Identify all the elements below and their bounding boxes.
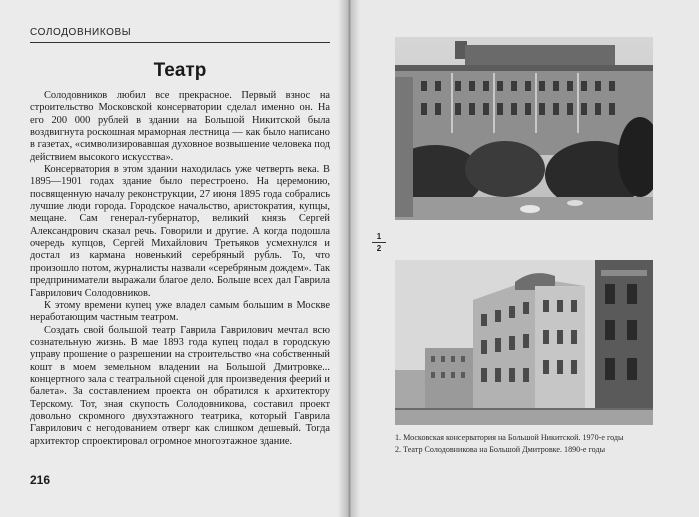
caption-2: 2. Театр Солодовникова на Большой Дмитровке. 1890-е годы (395, 445, 606, 454)
figure-marker (372, 232, 386, 253)
paragraph: Солодовников любил все прекрасное. Первый взнос на строительство Московской консерватории сделал именно он. На его 200 000 рублей в здании на Большой Никитской была воздвигнута роскошная мраморная лестница — как было написано в газетах, «символизировавшая духовное возвышение человека под действием высокого искусства». (30, 90, 330, 163)
caption-1: 1. Московская консерватория на Большой Никитской. 1970-е годы (395, 433, 624, 442)
paragraph: К этому времени купец уже владел самым большим в Москве неработающим частным театром. (30, 299, 330, 324)
paragraph: Консерватория в этом здании находилась уже четверть века. В 1895—1901 годах здание было перестроено. На церемонию, посвященную началу реконструкции, 27 июня 1895 года собрались лучшие люди города. Городское начальство, аристократия, купцы, мещане. Сам генерал-губернатор, великий князь Сергей Александрович сказал речь. Говорили и другие. А когда подошла очередь купцов, Сергей Михайлович Третьяков усмехнулся и достал из кармана новенький серебряный рубль. То, что произошло потом, журналисты назвали «серебряным дождем». Так предприниматели выражали благое дело. Больше всех дал Гаврила Гаврилович Солодовников. (30, 164, 330, 299)
page-number: 216 (30, 473, 51, 487)
marker-bottom: 2 (376, 244, 382, 253)
photo-captions (395, 432, 653, 456)
theatre-photo (395, 260, 653, 425)
marker-rule (372, 242, 386, 243)
chapter-title: Театр (153, 60, 207, 81)
body-text (30, 90, 330, 448)
conservatory-photo (395, 37, 653, 220)
marker-top: 1 (376, 232, 382, 241)
paragraph: Создать свой большой театр Гаврила Гаврилович мечтал всю сознательную жизнь. В мае 1893 года купец подал в городскую управу прошение о разрешении на строительство «на собственный кошт в моем земельном владении на Большой Дмитровке... концертного зала с театральной сценой для произведения феерий и балета». За составлением проекта он обратился к архитектору Терскому. Тот, зная скупость Солодовникова, составил проект довольно скромного двухэтажного театрика, который Гаврила Гаврилович с негодованием отверг как слишком дешевый. Тогда архитектор спроектировал огромное многоэтажное здание. (30, 324, 330, 447)
running-head: СОЛОДОВНИКОВЫ (30, 27, 132, 38)
book-gutter (338, 0, 360, 517)
header-rule (30, 42, 330, 43)
